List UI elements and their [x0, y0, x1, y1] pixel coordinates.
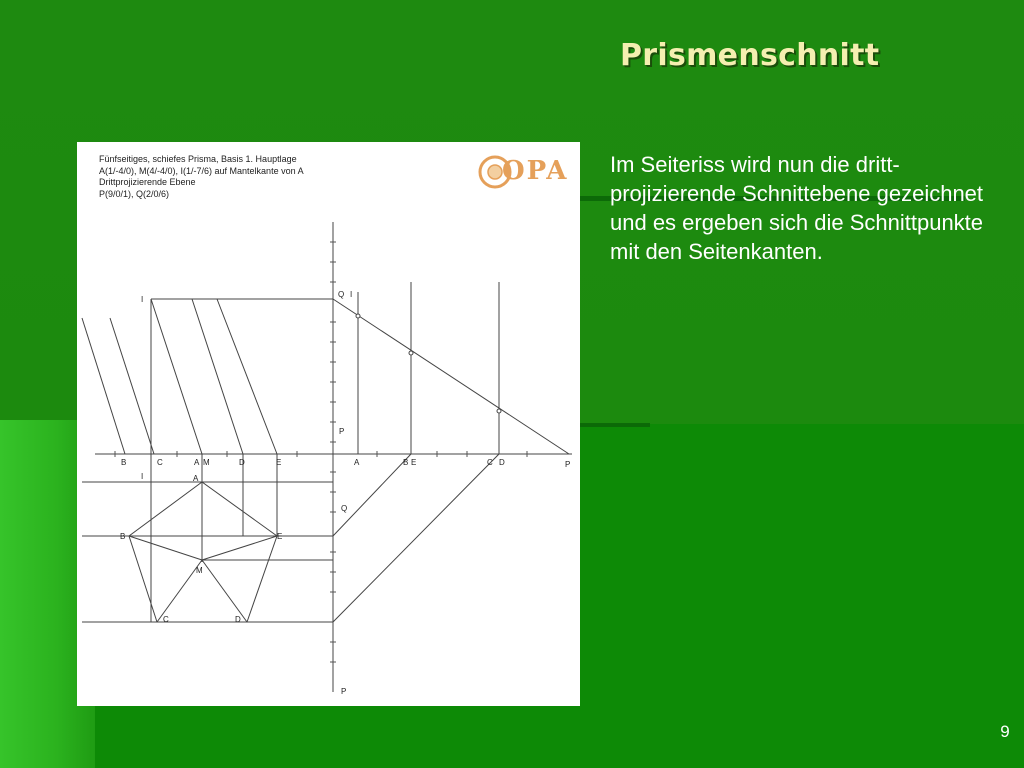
label-p-bottom: P — [341, 687, 347, 696]
page-number: 9 — [1000, 722, 1010, 741]
label-c-lower: C — [163, 615, 169, 624]
label-i-lower: I — [141, 472, 144, 481]
label-c-right: C — [487, 458, 493, 467]
caption-line-3: Drittprojizierende Ebene — [99, 177, 196, 187]
label-a-lower: A — [193, 474, 199, 483]
oblique-edge-2 — [110, 318, 154, 454]
label-e-axis: E — [276, 458, 282, 467]
caption-line-2: A(1/-4/0), M(4/-4/0), I(1/-7/6) auf Mantelkante von A — [99, 165, 304, 176]
label-p-axis: P — [565, 460, 571, 469]
caption-line-1: Fünfseitiges, schiefes Prisma, Basis 1. Hauptlage — [99, 154, 297, 164]
label-q-lower: Q — [341, 504, 348, 513]
label-b-right: B — [403, 458, 409, 467]
cutting-plane-line — [333, 299, 569, 454]
intersection-point-cd — [497, 409, 501, 413]
label-d-lower: D — [235, 615, 241, 624]
label-b-lower: B — [120, 532, 126, 541]
label-d-axis: D — [239, 458, 245, 467]
decorative-rule-short — [575, 423, 650, 427]
construction-drawing — [77, 142, 580, 706]
slide-body — [610, 150, 990, 266]
oblique-edge-4 — [192, 299, 243, 454]
label-i-right: I — [350, 290, 353, 299]
label-i-upper: I — [141, 295, 144, 304]
construction-figure — [77, 142, 580, 706]
label-c-axis: C — [157, 458, 163, 467]
edge-bc — [129, 536, 157, 622]
label-b-axis: B — [121, 458, 127, 467]
label-p-mid: P — [339, 427, 345, 436]
description-text: Im Seiteriss wird nun die dritt-projizierende Schnittebene gezeichnet und es ergeben sich die Schnittpunkte mit den Seitenkanten. — [610, 152, 984, 264]
label-m-lower: M — [196, 566, 203, 575]
intersection-point-a — [356, 314, 360, 318]
label-e-right: E — [411, 458, 417, 467]
label-e-lower: E — [277, 532, 283, 541]
label-d-right: D — [499, 458, 505, 467]
slide-title: Prismenschnitt — [620, 38, 880, 73]
label-a-right: A — [354, 458, 360, 467]
transfer-line-1 — [333, 454, 411, 536]
label-q-upper: Q — [338, 290, 345, 299]
oblique-edge-5 — [217, 299, 277, 454]
oblique-edge-1 — [82, 318, 125, 454]
edge-md — [202, 560, 247, 622]
oblique-edge-3 — [151, 299, 202, 454]
caption-line-4: P(9/0/1), Q(2/0/6) — [99, 188, 170, 199]
edge-bm — [129, 536, 202, 560]
transfer-line-2 — [333, 454, 499, 622]
edge-em — [202, 536, 277, 560]
label-m-axis: M — [203, 458, 210, 467]
edge-ed — [247, 536, 277, 622]
label-a-axis: A — [194, 458, 200, 467]
intersection-point-be — [409, 351, 413, 355]
logo-text: OPA — [502, 156, 569, 186]
axis-ticks — [115, 242, 527, 662]
